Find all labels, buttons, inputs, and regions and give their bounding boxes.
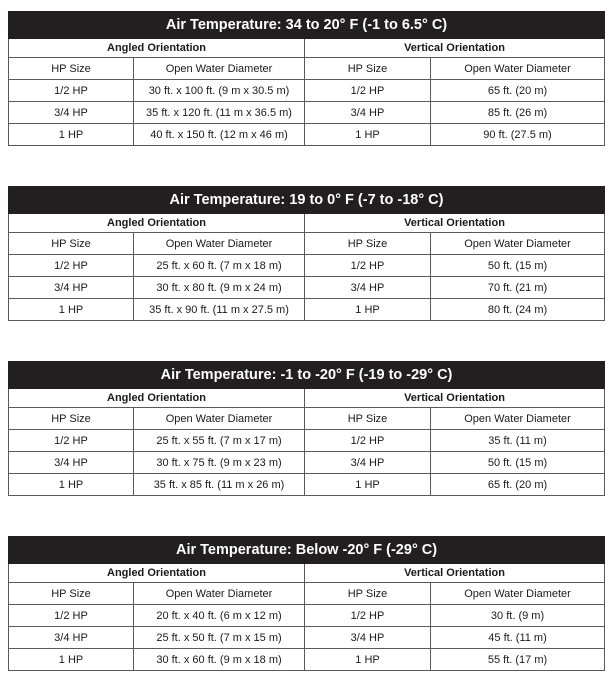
vertical-diameter-cell: 50 ft. (15 m)	[431, 255, 605, 277]
table-row	[9, 430, 605, 452]
hp-size-header: HP Size	[305, 58, 431, 80]
hp-cell: 1/2 HP	[305, 80, 431, 102]
hp-cell: 1 HP	[9, 474, 134, 496]
angled-diameter-cell: 40 ft. x 150 ft. (12 m x 46 m)	[134, 124, 305, 146]
angled-orientation-header: Angled Orientation	[9, 39, 305, 58]
open-water-diameter-header: Open Water Diameter	[134, 408, 305, 430]
hp-cell: 1/2 HP	[305, 605, 431, 627]
table-row	[9, 649, 605, 671]
hp-cell: 3/4 HP	[9, 627, 134, 649]
hp-cell: 3/4 HP	[9, 277, 134, 299]
angled-diameter-cell: 20 ft. x 40 ft. (6 m x 12 m)	[134, 605, 305, 627]
hp-cell: 3/4 HP	[305, 627, 431, 649]
vertical-orientation-header: Vertical Orientation	[305, 39, 605, 58]
open-water-diameter-header: Open Water Diameter	[431, 583, 605, 605]
vertical-diameter-cell: 70 ft. (21 m)	[431, 277, 605, 299]
vertical-diameter-cell: 90 ft. (27.5 m)	[431, 124, 605, 146]
hp-cell: 3/4 HP	[305, 102, 431, 124]
angled-diameter-cell: 25 ft. x 60 ft. (7 m x 18 m)	[134, 255, 305, 277]
open-water-diameter-header: Open Water Diameter	[134, 583, 305, 605]
table-row	[9, 124, 605, 146]
hp-cell: 1/2 HP	[305, 430, 431, 452]
angled-diameter-cell: 25 ft. x 50 ft. (7 m x 15 m)	[134, 627, 305, 649]
hp-cell: 1/2 HP	[305, 255, 431, 277]
hp-cell: 1/2 HP	[9, 80, 134, 102]
table-row	[9, 102, 605, 124]
vertical-orientation-header: Vertical Orientation	[305, 214, 605, 233]
vertical-diameter-cell: 35 ft. (11 m)	[431, 430, 605, 452]
table-row	[9, 627, 605, 649]
angled-diameter-cell: 30 ft. x 60 ft. (9 m x 18 m)	[134, 649, 305, 671]
hp-cell: 1/2 HP	[9, 430, 134, 452]
vertical-orientation-header: Vertical Orientation	[305, 564, 605, 583]
angled-diameter-cell: 35 ft. x 90 ft. (11 m x 27.5 m)	[134, 299, 305, 321]
open-water-diameter-header: Open Water Diameter	[134, 58, 305, 80]
hp-cell: 1 HP	[305, 124, 431, 146]
vertical-diameter-cell: 80 ft. (24 m)	[431, 299, 605, 321]
hp-size-header: HP Size	[305, 408, 431, 430]
table-row	[9, 255, 605, 277]
hp-size-header: HP Size	[9, 233, 134, 255]
table-title: Air Temperature: 19 to 0° F (-7 to -18° C)	[9, 187, 605, 214]
table-row	[9, 605, 605, 627]
table-title: Air Temperature: Below -20° F (-29° C)	[9, 537, 605, 564]
open-water-diameter-header: Open Water Diameter	[431, 233, 605, 255]
hp-size-header: HP Size	[9, 58, 134, 80]
angled-orientation-header: Angled Orientation	[9, 389, 305, 408]
hp-cell: 1 HP	[305, 649, 431, 671]
temperature-table-2	[8, 186, 605, 321]
hp-size-header: HP Size	[305, 583, 431, 605]
hp-size-header: HP Size	[9, 408, 134, 430]
table-row	[9, 452, 605, 474]
table-row	[9, 277, 605, 299]
table-row	[9, 80, 605, 102]
hp-cell: 1 HP	[305, 474, 431, 496]
vertical-diameter-cell: 65 ft. (20 m)	[431, 80, 605, 102]
hp-cell: 3/4 HP	[9, 452, 134, 474]
hp-cell: 1 HP	[9, 649, 134, 671]
angled-orientation-header: Angled Orientation	[9, 214, 305, 233]
open-water-diameter-header: Open Water Diameter	[431, 408, 605, 430]
hp-size-header: HP Size	[9, 583, 134, 605]
table-title: Air Temperature: -1 to -20° F (-19 to -29° C)	[9, 362, 605, 389]
vertical-diameter-cell: 55 ft. (17 m)	[431, 649, 605, 671]
open-water-diameter-header: Open Water Diameter	[431, 58, 605, 80]
angled-diameter-cell: 35 ft. x 120 ft. (11 m x 36.5 m)	[134, 102, 305, 124]
hp-cell: 1/2 HP	[9, 255, 134, 277]
angled-diameter-cell: 25 ft. x 55 ft. (7 m x 17 m)	[134, 430, 305, 452]
vertical-diameter-cell: 30 ft. (9 m)	[431, 605, 605, 627]
temperature-table-3	[8, 361, 605, 496]
angled-diameter-cell: 30 ft. x 100 ft. (9 m x 30.5 m)	[134, 80, 305, 102]
hp-cell: 3/4 HP	[305, 452, 431, 474]
vertical-diameter-cell: 45 ft. (11 m)	[431, 627, 605, 649]
table-row	[9, 474, 605, 496]
vertical-diameter-cell: 85 ft. (26 m)	[431, 102, 605, 124]
hp-size-header: HP Size	[305, 233, 431, 255]
angled-diameter-cell: 30 ft. x 80 ft. (9 m x 24 m)	[134, 277, 305, 299]
open-water-diameter-header: Open Water Diameter	[134, 233, 305, 255]
hp-cell: 1 HP	[9, 299, 134, 321]
temperature-table-1	[8, 11, 605, 146]
hp-cell: 1 HP	[9, 124, 134, 146]
vertical-diameter-cell: 65 ft. (20 m)	[431, 474, 605, 496]
vertical-diameter-cell: 50 ft. (15 m)	[431, 452, 605, 474]
angled-orientation-header: Angled Orientation	[9, 564, 305, 583]
table-title: Air Temperature: 34 to 20° F (-1 to 6.5° C)	[9, 12, 605, 39]
hp-cell: 3/4 HP	[305, 277, 431, 299]
hp-cell: 3/4 HP	[9, 102, 134, 124]
table-row	[9, 299, 605, 321]
temperature-table-4	[8, 536, 605, 671]
vertical-orientation-header: Vertical Orientation	[305, 389, 605, 408]
hp-cell: 1 HP	[305, 299, 431, 321]
angled-diameter-cell: 30 ft. x 75 ft. (9 m x 23 m)	[134, 452, 305, 474]
angled-diameter-cell: 35 ft. x 85 ft. (11 m x 26 m)	[134, 474, 305, 496]
hp-cell: 1/2 HP	[9, 605, 134, 627]
